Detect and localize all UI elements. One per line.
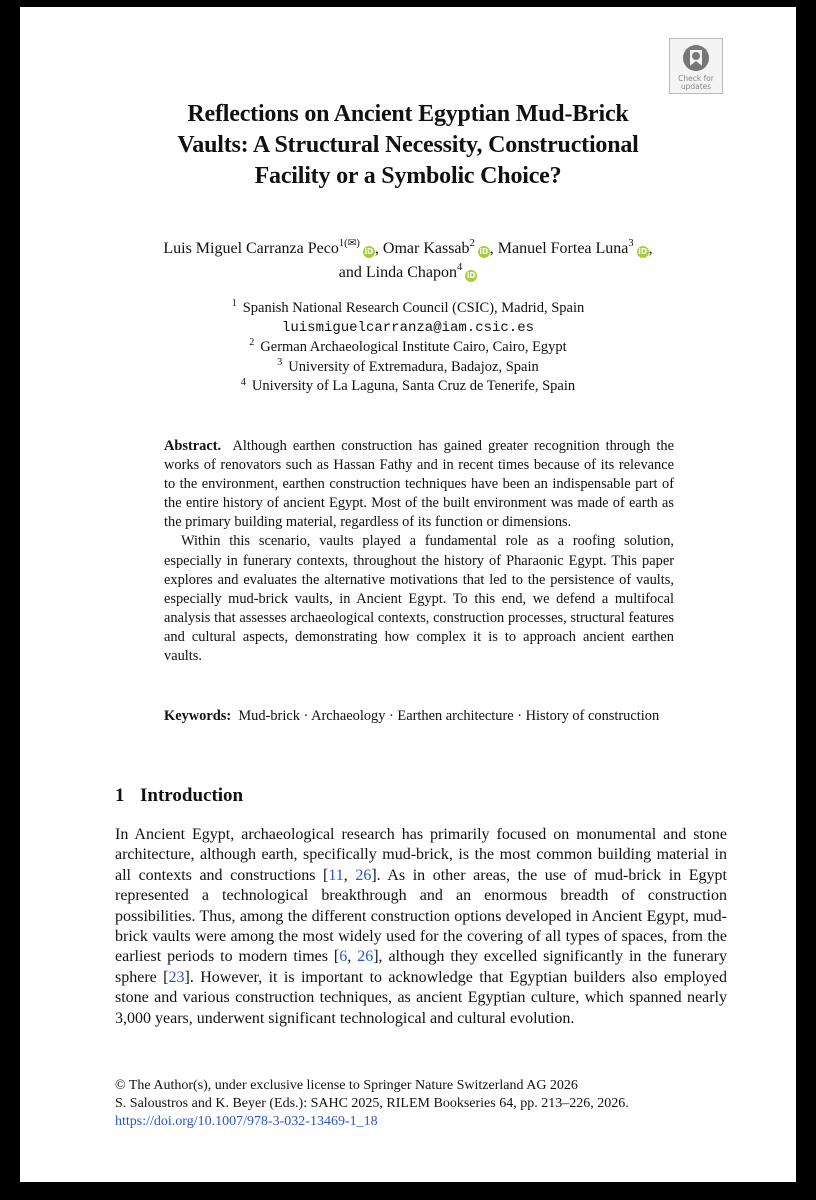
paper-title (20, 99, 796, 192)
orcid-icon[interactable]: iD (466, 271, 476, 280)
affiliation-sup: 2 (249, 337, 255, 349)
author-name: Omar Kassab (382, 240, 470, 257)
corresponding-mark: (✉) (344, 237, 360, 249)
citation-line: S. Saloustros and K. Beyer (Eds.): SAHC 2025, RILEM Bookseries 64, pp. 213–226, 2026. (115, 1096, 629, 1112)
abstract-label: Abstract. (164, 438, 222, 454)
affiliation (20, 377, 796, 397)
author-email[interactable]: luismiguelcarranza@iam.csic.es (281, 319, 535, 336)
orcid-icon[interactable]: iD (479, 247, 489, 256)
orcid-icon[interactable]: iD (364, 247, 374, 256)
intro-paragraph (115, 825, 727, 1029)
affiliation-sup: 4 (240, 376, 246, 388)
intro-text: In Ancient Egypt, archaeological research has primarily focused on monumental and stone architecture, although earth, specifically mud-brick, is the most common building material in all contexts and constructions [ (115, 826, 727, 884)
intro-text: ]. As in other areas, the use of mud-brick in Egypt represented a technological breakthrough and an enormous breadth of construction possibilities. Thus, among the different construction options developed in Ancient Egypt, mud-brick vaults were among the most widely used for the covering of all types of spaces, from the earliest periods to modern times [ (115, 866, 728, 966)
badge-line-1: Check for (678, 74, 714, 83)
affiliations (20, 299, 796, 397)
abstract-text: Although earthen construction has gained greater recognition through the works of renovators such as Hassan Fathy and in recent times because of its relevance to the environment, earthen construction techniques have been an indispensable part of the entire history of ancient Egypt. Most of the built environment was made of earth as the primary building material, regardless of its function or dimensions. (164, 438, 674, 531)
affiliation-sup: 1 (231, 298, 237, 310)
section-heading (115, 785, 243, 807)
abstract (164, 437, 674, 666)
section-number: 1 (115, 785, 125, 806)
affiliation-text: University of Extremadura, Badajoz, Spain (288, 358, 539, 375)
citation-link[interactable]: 26 (357, 948, 374, 966)
author-sep: , (489, 240, 498, 257)
check-for-updates-badge[interactable] (669, 38, 723, 94)
authors-line-1 (20, 237, 796, 261)
author-prefix: and (338, 264, 366, 281)
keywords-text: Mud-brick · Archaeology · Earthen architecture · History of construction (238, 708, 660, 724)
badge-line-2: updates (680, 82, 712, 91)
affiliation-sup: 3 (277, 356, 283, 368)
author-sep: , (374, 240, 383, 257)
author-name: Manuel Fortea Luna (497, 240, 629, 257)
title-line-3: Facility or a Symbolic Choice? (254, 163, 562, 189)
author-sup: 3 (628, 237, 634, 249)
abstract-paragraph-1 (164, 437, 674, 532)
abstract-paragraph-2: Within this scenario, vaults played a fundamental role as a roofing solution, especially in funerary contexts, throughout the history of Pharaonic Egypt. This paper explores and evaluates the alternative motivations that led to the persistence of vaults, especially mud-brick vaults, in Ancient Egypt. To this end, we defend a multifocal analysis that assesses archaeological contexts, construction processes, structural features and cultural aspects, demonstrating how complex it is to approach ancient earthen vaults. (164, 533, 674, 665)
affiliation (20, 299, 796, 319)
intro-text: , (347, 948, 358, 966)
keywords-label: Keywords: (164, 708, 232, 724)
author-sep: , (648, 240, 653, 257)
copyright-line: © The Author(s), under exclusive license to Springer Nature Switzerland AG 2026 (115, 1078, 578, 1093)
affiliation (20, 338, 796, 358)
author-name: Linda Chapon (365, 264, 457, 281)
citation-link[interactable]: 6 (339, 948, 348, 966)
citation-link[interactable]: 23 (168, 968, 185, 986)
title-line-1: Reflections on Ancient Egyptian Mud-Brick (187, 101, 629, 127)
affiliation (20, 358, 796, 378)
intro-text: , (343, 866, 356, 884)
author-list (20, 237, 796, 285)
intro-text: ], although they excelled significantly in the funerary sphere [ (115, 948, 728, 986)
doi-link[interactable]: https://doi.org/10.1007/978-3-032-13469-1_18 (115, 1114, 378, 1130)
footer-notice (115, 1077, 735, 1132)
check-for-updates-icon (681, 43, 711, 73)
affiliation-text: Spanish National Research Council (CSIC), Madrid, Spain (242, 300, 585, 316)
orcid-icon[interactable]: iD (638, 247, 648, 256)
authors-line-2 (20, 261, 796, 285)
author-sup: 2 (469, 237, 475, 249)
author-name: Luis Miguel Carranza Peco (163, 240, 339, 257)
citation-link[interactable]: 26 (355, 866, 372, 884)
author-sup: 1 (338, 237, 345, 249)
section-title: Introduction (140, 785, 244, 806)
affiliation-text: University of La Laguna, Santa Cruz de Tenerife, Spain (251, 378, 576, 395)
title-line-2: Vaults: A Structural Necessity, Constructional (177, 132, 639, 158)
keywords (164, 707, 674, 726)
intro-body (115, 825, 727, 1029)
citation-link[interactable]: 11 (328, 866, 344, 884)
paper-page (20, 7, 796, 1182)
affiliation-text: German Archaeological Institute Cairo, Cairo, Egypt (260, 339, 567, 356)
intro-text: ]. However, it is important to acknowledge that Egyptian builders also employed stone and various construction techniques, as ancient Egyptian culture, which spanned nearly 3,000 years, underwent significant technological and cultural evolution. (115, 968, 727, 1027)
author-sup: 4 (456, 261, 463, 273)
